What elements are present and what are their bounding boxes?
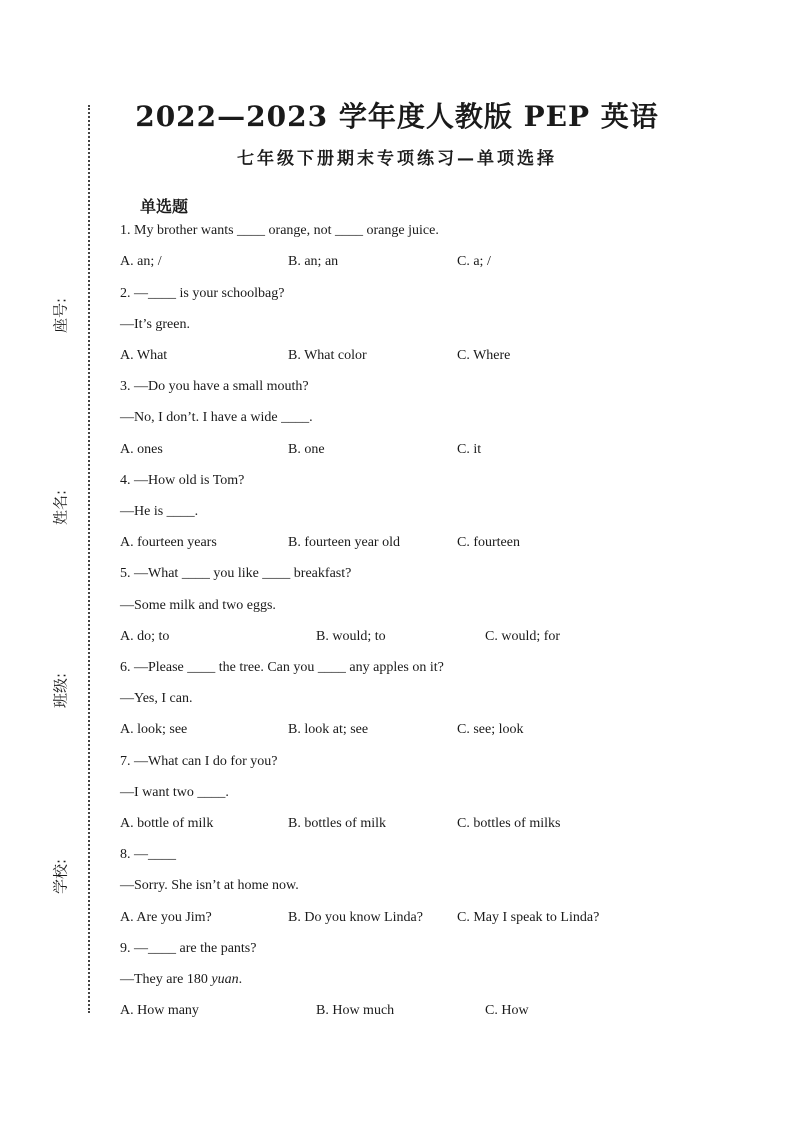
page-title: 2022—2023 学年度人教版 PEP 英语 [135, 100, 659, 133]
question-8-option-c: C. May I speak to Linda? [457, 910, 600, 925]
question-1-option-c: C. a; / [457, 254, 491, 269]
question-7-option-a: A. bottle of milk [120, 816, 214, 831]
question-4-option-a: A. fourteen years [120, 535, 217, 550]
question-8-reply: —Sorry. She isn’t at home now. [120, 878, 299, 893]
question-6-reply: —Yes, I can. [120, 691, 193, 706]
question-2-reply: —It’s green. [120, 317, 190, 332]
question-4-stem: 4. —How old is Tom? [120, 473, 245, 488]
question-8-option-a: A. Are you Jim? [120, 910, 212, 925]
question-1-option-b: B. an; an [288, 254, 339, 269]
question-3-option-c: C. it [457, 442, 482, 457]
question-5-option-b: B. would; to [316, 629, 386, 644]
section-heading: 单选题 [140, 197, 189, 216]
question-4-option-b: B. fourteen year old [288, 535, 400, 550]
question-6-option-b: B. look at; see [288, 722, 369, 737]
question-3-option-a: A. ones [120, 442, 163, 457]
question-2-stem: 2. —____ is your schoolbag? [120, 286, 285, 301]
question-7-option-b: B. bottles of milk [288, 816, 386, 831]
question-5-option-c: C. would; for [485, 629, 561, 644]
question-9-option-c: C. How [485, 1003, 529, 1018]
question-6-option-c: C. see; look [457, 722, 524, 737]
question-6-option-a: A. look; see [120, 722, 188, 737]
binding-dotted-line [88, 105, 90, 1013]
question-9-option-a: A. How many [120, 1003, 199, 1018]
page-subtitle: 七年级下册期末专项练习—单项选择 [237, 149, 557, 169]
question-3-reply: —No, I don’t. I have a wide ____. [120, 410, 313, 425]
question-1-stem: 1. My brother wants ____ orange, not ____ orange juice. [120, 223, 439, 238]
question-2-option-a: A. What [120, 348, 168, 363]
question-3-stem: 3. —Do you have a small mouth? [120, 379, 309, 394]
question-3-option-b: B. one [288, 442, 325, 457]
question-9-reply-italic: yuan [211, 972, 239, 987]
question-2-option-b: B. What color [288, 348, 367, 363]
question-9-reply [120, 972, 242, 988]
school-label: 学校: [51, 858, 70, 895]
question-4-reply: —He is ____. [120, 504, 199, 519]
question-7-stem: 7. —What can I do for you? [120, 754, 278, 769]
seat-label: 座号: [51, 297, 70, 334]
question-9-reply-period: . [238, 972, 243, 987]
question-5-option-a: A. do; to [120, 629, 170, 644]
question-5-stem: 5. —What ____ you like ____ breakfast? [120, 566, 352, 581]
question-9-stem: 9. —____ are the pants? [120, 941, 257, 956]
question-7-reply: —I want two ____. [120, 785, 229, 800]
question-4-option-c: C. fourteen [457, 535, 520, 550]
question-1-option-a: A. an; / [120, 254, 162, 269]
class-label: 班级: [51, 672, 70, 709]
question-8-option-b: B. Do you know Linda? [288, 910, 423, 925]
question-7-option-c: C. bottles of milks [457, 816, 561, 831]
question-8-stem: 8. —____ [120, 847, 176, 862]
question-9-option-b: B. How much [316, 1003, 395, 1018]
question-6-stem: 6. —Please ____ the tree. Can you ____ any apples on it? [120, 660, 444, 675]
question-5-reply: —Some milk and two eggs. [120, 598, 276, 613]
name-label: 姓名: [51, 489, 70, 526]
question-2-option-c: C. Where [457, 348, 511, 363]
question-9-reply-text: —They are 180 [120, 972, 212, 987]
